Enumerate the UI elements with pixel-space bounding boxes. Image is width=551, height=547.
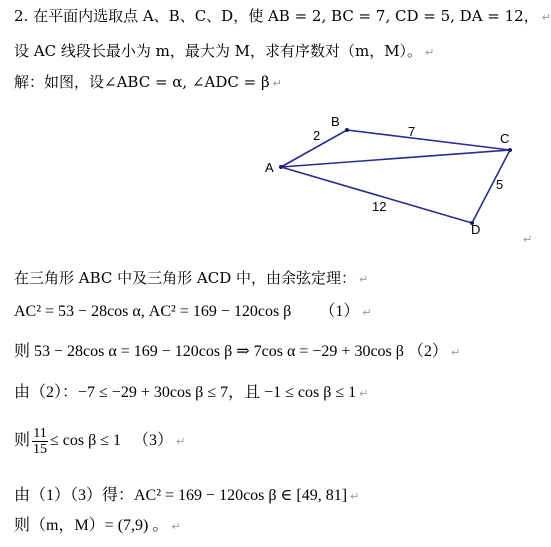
equation-3-text: 由（2）：−7 ≤ −29 + 30cos β ≤ 7，且 −1 ≤ cos β ≤ 1 [14, 384, 357, 401]
point-c [508, 148, 512, 152]
equation-5 [14, 486, 359, 507]
problem-text-2: 设 AC 线段长最小为 m，最大为 M，求有序数对（m，M）。 [14, 42, 423, 60]
label-c: C [500, 131, 510, 146]
length-cd: 5 [496, 177, 504, 192]
return-mark-icon: ↵ [425, 46, 435, 59]
equation-4 [14, 425, 185, 458]
length-ab: 2 [313, 128, 321, 143]
diagonal-ac [281, 150, 510, 167]
label-a: A [265, 160, 274, 175]
solution-intro-text: 在三角形 ABC 中及三角形 ACD 中，由余弦定理： [14, 269, 357, 287]
return-mark-icon: ↵ [171, 520, 181, 533]
return-mark-icon: ↵ [450, 346, 461, 359]
return-mark-icon: ↵ [272, 77, 282, 90]
edge-bc [347, 130, 510, 150]
return-mark-icon: ↵ [350, 490, 360, 503]
label-d: D [471, 222, 481, 237]
fraction-denominator: 15 [33, 441, 48, 457]
label-b: B [331, 114, 340, 129]
return-mark-icon: ↵ [176, 435, 186, 448]
equation-1 [14, 302, 372, 323]
point-b [345, 128, 349, 132]
problem-text-1: 2. 在平面内选取点 A、B、C、D，使 AB = 2, BC = 7, CD = 5, DA = 12， [14, 7, 539, 25]
problem-text-3: 解：如图，设∠ABC = α, ∠ADC = β [14, 73, 270, 91]
equation-1-tag: （1） [319, 303, 360, 320]
point-a [279, 165, 283, 169]
equation-1-text: AC² = 53 − 28cos α, AC² = 169 − 120cos β [14, 303, 292, 320]
equation-6 [14, 516, 181, 537]
equation-5-text: 由（1）（3）得：AC² = 169 − 120cos β ∈ [49, 81] [14, 487, 348, 504]
edge-da [281, 167, 472, 223]
length-da: 12 [372, 199, 387, 214]
return-mark-icon: ↵ [523, 233, 533, 246]
equation-4-text: ≤ cos β ≤ 1 [50, 432, 122, 449]
equation-6-text: 则（m，M）= (7,9) 。 [14, 517, 169, 534]
equation-2-tag: （2） [407, 343, 448, 360]
return-mark-icon: ↵ [359, 273, 369, 286]
equation-2-text: 则 53 − 28cos α = 169 − 120cos β ⇒ 7cos α = −29 + 30cos β [14, 343, 404, 360]
fraction-11-15 [32, 426, 48, 457]
return-mark-icon: ↵ [359, 387, 369, 400]
length-bc: 7 [408, 124, 416, 139]
solution-intro [14, 268, 368, 290]
edge-cd [472, 150, 510, 223]
equation-2 [14, 342, 460, 363]
equation-3 [14, 383, 368, 404]
fraction-numerator: 11 [33, 425, 47, 441]
return-mark-icon: ↵ [362, 306, 372, 319]
equation-4-prefix: 则 [14, 432, 31, 449]
equation-4-tag: （3） [133, 432, 174, 449]
return-mark-icon: ↵ [541, 11, 551, 24]
